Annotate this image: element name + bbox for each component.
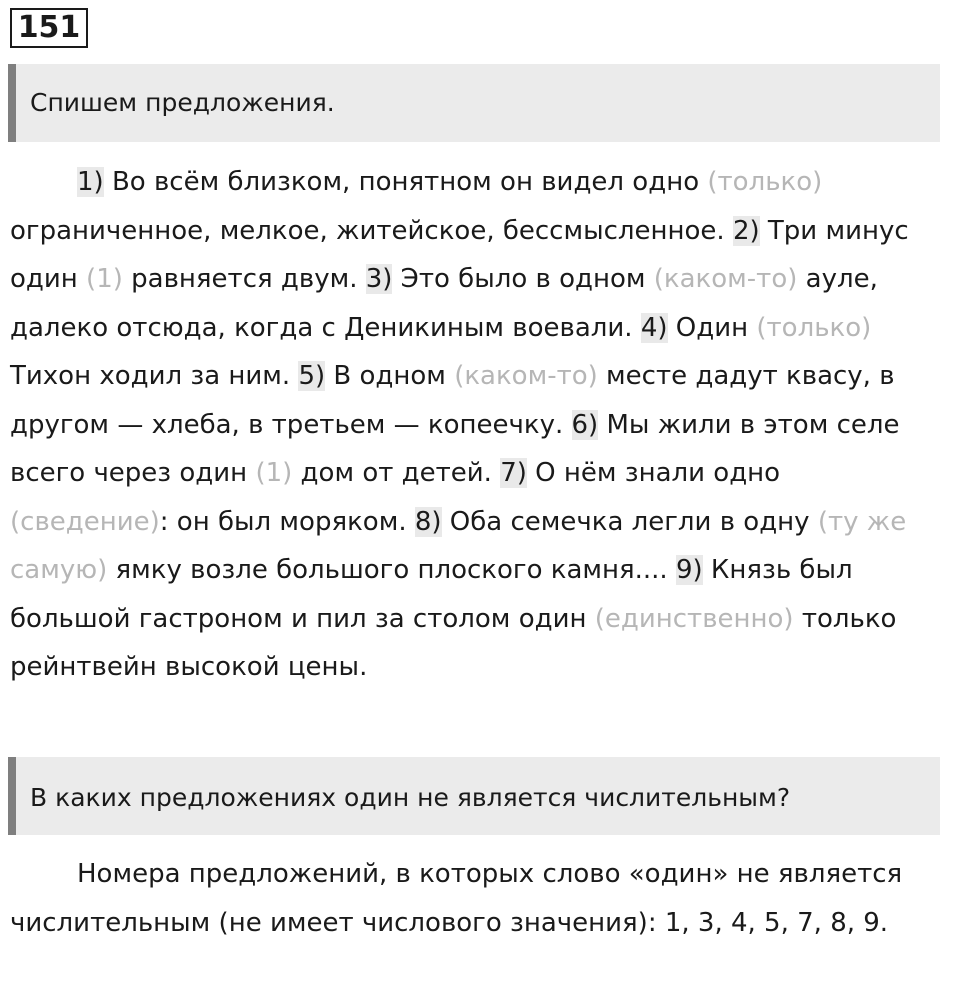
sentence-text: Мы жили в этом селе всего через один: [10, 409, 900, 488]
sentence-text: Оба семечка легли в одну: [441, 506, 818, 537]
sentence-text: ауле, далеко отсюда, когда с Деникиным воевали.: [10, 264, 878, 343]
sentence-text: В одном: [325, 361, 455, 391]
answer-paragraph: [10, 850, 945, 947]
sentence-number: 9): [675, 555, 703, 585]
question-banner: [8, 757, 940, 835]
question-text: В каких предложениях один не является числительным?: [30, 783, 791, 812]
sentence-text: равняется двум.: [122, 264, 366, 294]
sentence-text: О нём знали одно: [526, 458, 781, 488]
sentence-number: 4): [640, 312, 668, 343]
sentence-text: месте дадут квасу, в другом — хлеба, в третьем — копеечку.: [10, 361, 895, 440]
sentence-note: (только): [707, 167, 823, 197]
sentence-number: 8): [414, 506, 442, 537]
instruction-banner: [8, 64, 940, 142]
sentence-number: 3): [365, 264, 393, 294]
sentence-text: Один: [667, 312, 757, 343]
sentence-text: Князь был большой гастроном и пил за столом один: [10, 555, 853, 634]
sentence-text: Тихон ходил за ним.: [10, 361, 299, 391]
sentence-text: только рейнтвейн высокой цены.: [10, 603, 897, 682]
sentence-number: 1): [77, 167, 104, 197]
sentence-text: Это было в одном: [392, 264, 654, 294]
answer-text: Номера предложений, в которых слово «один» не является числительным (не имеет числового значения): 1, 3, 4, 5, 7, 8, 9.: [10, 859, 903, 938]
sentence-text: ограниченное, мелкое, житейское, бессмысленное.: [10, 215, 733, 246]
sentence-text: дом от детей.: [292, 458, 501, 488]
sentences-paragraph: [10, 158, 945, 692]
sentence-note: (каком-то): [454, 361, 598, 391]
sentence-note: (1): [86, 264, 123, 294]
instruction-text: Спишем предложения.: [30, 88, 335, 117]
task-number: 151: [10, 8, 88, 48]
sentence-text: Во всём близком, понятном он видел одно: [103, 167, 708, 197]
sentence-number: 6): [571, 409, 599, 440]
sentence-number: 5): [298, 361, 326, 391]
sentence-note: (единственно): [594, 603, 794, 634]
sentence-note: (только): [756, 312, 872, 343]
sentence-note: (сведение): [10, 506, 160, 537]
sentence-text: : он был моряком.: [159, 506, 415, 537]
sentence-note: (1): [255, 458, 293, 488]
sentences-list: [10, 167, 909, 682]
sentence-text: Три минус один: [10, 215, 909, 294]
sentence-number: 2): [732, 215, 760, 246]
sentence-text: ямку возле большого плоского камня....: [107, 555, 676, 585]
sentence-number: 7): [500, 458, 527, 488]
sentence-note: (каком-то): [653, 264, 798, 294]
sentence-note: (ту же самую): [10, 506, 907, 585]
